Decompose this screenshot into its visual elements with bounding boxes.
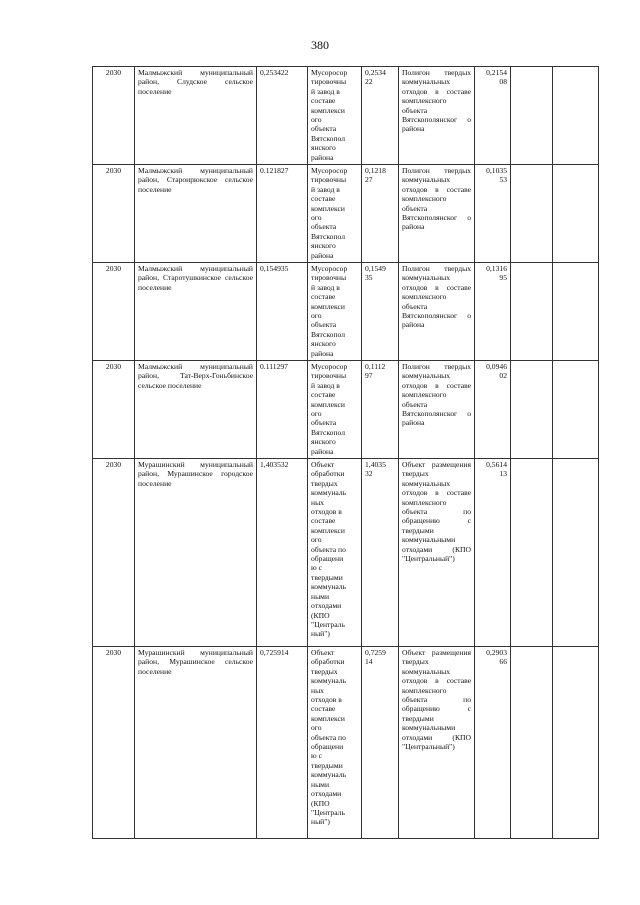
destination-cell: Полигон твердых коммунальных отходов в составе комплексного объекта Вятскополянског о района [399,165,475,263]
destination-cell: Объект размещения твердых коммунальных отходов в составе комплексного объекта по обращению с твердыми коммунальными отходами (КПО "Центральный") [399,647,475,839]
year-cell: 2030 [93,67,135,165]
facility-cell: Мусоросор тировочны й завод в составе комплекси ого объекта Вятскопол янского района [308,165,362,263]
territory-cell: Мурашинский муниципальный район, Мурашинское городское поселение [135,459,257,647]
destination-volume-cell: 0,0946 02 [475,361,511,459]
table-row [93,165,599,263]
facility-cell: Мусоросор тировочны й завод в составе комплекси ого объекта Вятскопол янского района [308,67,362,165]
empty-cell [553,459,599,647]
destination-volume-cell: 0,1035 53 [475,165,511,263]
facility-volume-cell: 0,1112 97 [362,361,399,459]
waste-flow-table [92,66,599,839]
empty-cell [511,165,553,263]
empty-cell [511,459,553,647]
year-cell: 2030 [93,165,135,263]
empty-cell [511,67,553,165]
facility-volume-cell: 0,1549 35 [362,263,399,361]
volume-cell: 0,253422 [257,67,308,165]
table-row [93,263,599,361]
empty-cell [511,361,553,459]
facility-volume-cell: 1,4035 32 [362,459,399,647]
facility-cell: Объект обработки твердых коммуналь ных отходов в составе комплекси ого объекта по обращени ю с твердыми коммуналь ными отходами (КПО "Централь ный") [308,459,362,647]
table-row [93,647,599,839]
facility-volume-cell: 0,7259 14 [362,647,399,839]
empty-cell [553,67,599,165]
destination-volume-cell: 0,2154 08 [475,67,511,165]
facility-volume-cell: 0,2534 22 [362,67,399,165]
territory-cell: Малмыжский муниципальный район, Тат-Верх-Гоньбинское сельское поселение [135,361,257,459]
destination-volume-cell: 0,5614 13 [475,459,511,647]
volume-cell: 0,154935 [257,263,308,361]
empty-cell [553,647,599,839]
volume-cell: 1,403532 [257,459,308,647]
table-row [93,361,599,459]
territory-cell: Мурашинский муниципальный район, Мурашинское сельское поселение [135,647,257,839]
year-cell: 2030 [93,263,135,361]
empty-cell [553,361,599,459]
year-cell: 2030 [93,459,135,647]
facility-cell: Мусоросор тировочны й завод в составе комплекси ого объекта Вятскопол янского района [308,361,362,459]
volume-cell: 0,725914 [257,647,308,839]
empty-cell [553,263,599,361]
territory-cell: Малмыжский муниципальный район, Старотушкинское сельское поселение [135,263,257,361]
table-row [93,67,599,165]
empty-cell [511,263,553,361]
destination-cell: Полигон твердых коммунальных отходов в составе комплексного объекта Вятскополянског о района [399,67,475,165]
volume-cell: 0.111297 [257,361,308,459]
volume-cell: 0.121827 [257,165,308,263]
page-number: 380 [311,38,329,52]
table-row [93,459,599,647]
destination-cell: Полигон твердых коммунальных отходов в составе комплексного объекта Вятскополянског о района [399,361,475,459]
facility-volume-cell: 0,1218 27 [362,165,399,263]
destination-volume-cell: 0,2903 66 [475,647,511,839]
facility-cell: Объект обработки твердых коммуналь ных отходов в составе комплекси ого объекта по обращени ю с твердыми коммуналь ными отходами (КПО "Централь ный") [308,647,362,839]
empty-cell [553,165,599,263]
destination-cell: Объект размещения твердых коммунальных отходов в составе комплексного объекта по обращению с твердыми коммунальными отходами (КПО "Центральный") [399,459,475,647]
destination-cell: Полигон твердых коммунальных отходов в составе комплексного объекта Вятскополянског о района [399,263,475,361]
territory-cell: Малмыжский муниципальный район, Староирюкское сельское поселение [135,165,257,263]
territory-cell: Малмыжский муниципальный район, Слудское сельское поселение [135,67,257,165]
year-cell: 2030 [93,361,135,459]
year-cell: 2030 [93,647,135,839]
empty-cell [511,647,553,839]
destination-volume-cell: 0,1316 95 [475,263,511,361]
facility-cell: Мусоросор тировочны й завод в составе комплекси ого объекта Вятскопол янского района [308,263,362,361]
